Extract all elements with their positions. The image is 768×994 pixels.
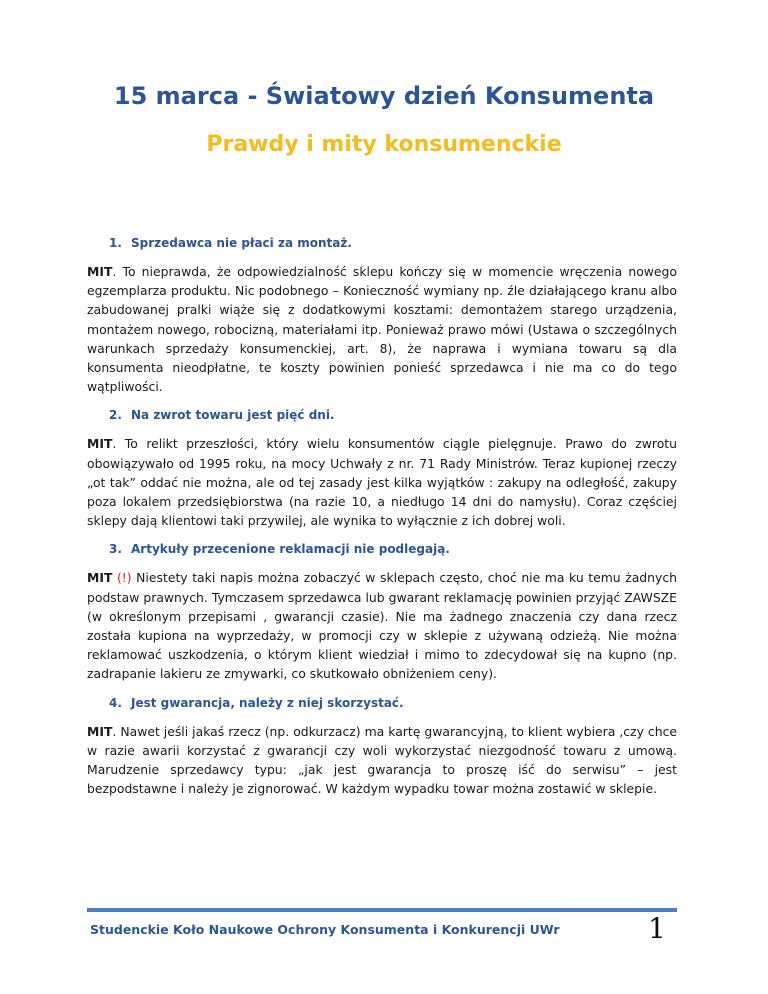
document-body: [87, 236, 677, 810]
section-heading-text: Na zwrot towaru jest pięć dni.: [131, 408, 335, 423]
section-lead: MIT: [87, 264, 113, 279]
section-heading: [109, 542, 677, 556]
section-paragraph: [87, 434, 677, 530]
section-heading: [109, 696, 677, 710]
section-body-text: . Nawet jeśli jakaś rzecz (np. odkurzacz) ma kartę gwarancyjną, to klient wybiera ,czy chce w razie awarii korzystać z gwarancji czy woli wykorzystać niezgodność towaru z umową. Marudzenie sprzedawcy typu: „jak jest gwarancja to proszę iść do serwisu” – jest bezpodstawne i należy je zignorować. W każdym wypadku towar można zostawić w sklepie.: [87, 723, 677, 797]
page-title: 15 marca - Światowy dzień Konsumenta: [113, 82, 655, 110]
section-number: 1.: [109, 236, 122, 250]
section-body-text: Niestety taki napis można zobaczyć w sklepach często, choć nie ma ku temu żadnych podstaw prawnych. Tymczasem sprzedawca lub gwarant reklamację powinien przyjąć ZAWSZE (w określonym przepisami , gwarancji czasie). Nie ma żadnego znaczenia czy dana rzecz została kupiona na wyprzedaży, w promocji czy w sklepie z używaną odzieżą. Nie można reklamować uszkodzenia, o którym klient wiedział i mimo to zdecydował się na kupno (np. zadrapanie lakieru ze zmywarki, co skutkowało obniżeniem ceny).: [87, 570, 678, 682]
section-heading-text: Artykuły przecenione reklamacji nie podlegają.: [131, 542, 450, 557]
footer-text: Studenckie Koło Naukowe Ochrony Konsumenta i Konkurencji UWr: [90, 922, 560, 937]
section-paragraph: [87, 722, 677, 799]
page-subtitle: Prawdy i mity konsumenckie: [206, 132, 562, 157]
footer-rule: [87, 908, 677, 912]
section-heading: [109, 408, 677, 422]
section-heading-text: Sprzedawca nie płaci za montaż.: [131, 236, 352, 250]
section-paragraph: [87, 262, 677, 396]
section-heading: [109, 236, 677, 250]
warning-marker: (!): [112, 570, 132, 586]
section-body-text: . To relikt przeszłości, który wielu konsumentów ciągle pielęgnuje. Prawo do zwrotu obowiązywało od 1995 roku, na mocy Uchwały z nr. 71 Rady Ministrów. Teraz kupionej rzeczy „ot tak” oddać nie można, ale od tej zasady jest kilka wyjątków : zakupy na odległość, zakupy poza lokalem przedsiębiorstwa (na razie 10, a niedługo 14 dni do namysłu). Coraz częściej sklepy dają klientowi taki przywilej, ale wynika to wyłącznie z ich dobrej woli.: [87, 436, 677, 529]
section-lead: MIT: [87, 723, 113, 739]
section-lead: MIT: [87, 436, 113, 452]
section-paragraph: [87, 568, 677, 683]
section-number: 3.: [109, 542, 122, 557]
section-number: 4.: [109, 695, 122, 710]
section-lead: MIT: [87, 570, 113, 586]
section-body-text: . To nieprawda, że odpowiedzialność sklepu kończy się w momencie wręczenia nowego egzemplarza produktu. Nic podobnego – Konieczność wymiany np. źle działającego kranu albo zabudowanej pralki wiąże się z dodatkowymi kosztami: demontażem starego urządzenia, montażem nowego, robocizną, materiałami itp. Ponieważ prawo mówi (Ustawa o szczególnych warunkach sprzedaży konsumenckiej, art. 8), że naprawa i wymiana towaru są dla konsumenta nieodpłatne, te koszty powinien ponieść sprzedawca i nie ma co do tego wątpliwości.: [87, 264, 677, 395]
section-heading-text: Jest gwarancja, należy z niej skorzystać.: [131, 695, 404, 710]
page-number: 1: [648, 912, 666, 945]
section-number: 2.: [109, 408, 122, 423]
